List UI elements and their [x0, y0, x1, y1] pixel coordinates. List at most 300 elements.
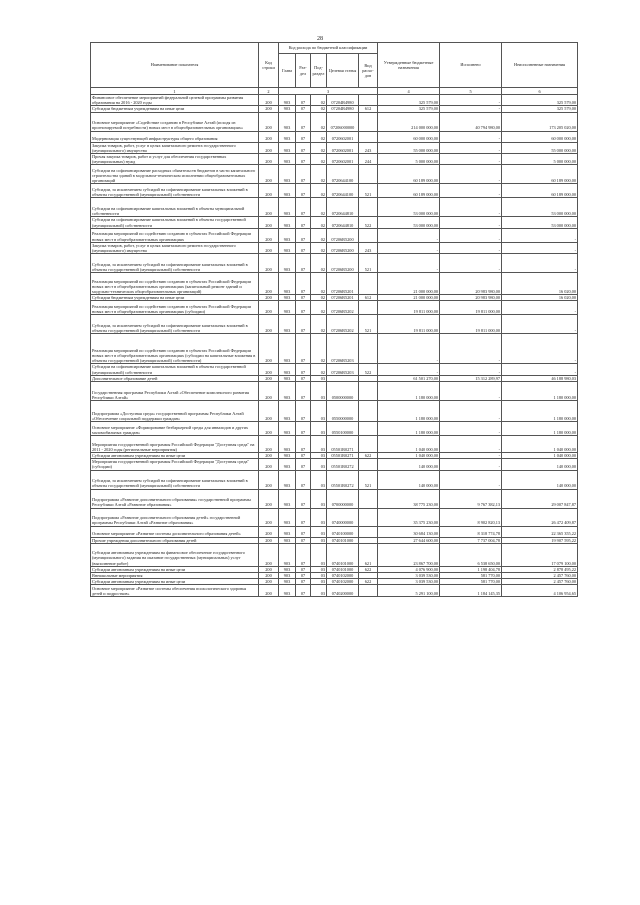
cell-vid: 622 — [359, 579, 378, 585]
cell-code: 200 — [259, 142, 279, 153]
cell-unexecuted: 325 579,00 — [502, 106, 578, 112]
cell-podrazdel: 02 — [311, 254, 327, 273]
cell-vid — [359, 526, 378, 537]
cell-razdel: 07 — [296, 142, 311, 153]
cell-name: Субсидии бюджетным учреждениям на иные цели — [91, 106, 259, 112]
cell-name: Субсидии, за исключением субсидий на софинансирование капитальных вложений в объекты государственной (муниципальной) собственности — [91, 254, 259, 273]
cell-cel: 0740200000 — [327, 585, 359, 597]
cell-name: Субсидии автономным учреждениям на иные цели — [91, 566, 259, 572]
cell-razdel: 07 — [296, 375, 311, 381]
cell-vid — [359, 585, 378, 597]
cell-code: 200 — [259, 95, 279, 106]
cell-glava: 903 — [279, 295, 296, 301]
cell-approved: 19 811 000,00 — [378, 315, 440, 334]
cell-executed: 8 902 820,13 — [440, 508, 502, 526]
cell-glava: 903 — [279, 364, 296, 375]
table-row — [91, 242, 578, 253]
cell-name: Субсидии на софинансирование расходных обязательств бюджетов в части капитального строительства зданий в модульном-техническом исполнении общеобразовательных организаций — [91, 165, 259, 184]
cell-code: 200 — [259, 453, 279, 459]
cell-executed: 20 983 980,00 — [440, 295, 502, 301]
cell-approved: 4 076 900,00 — [378, 566, 440, 572]
cell-unexecuted: - — [502, 364, 578, 375]
cell-razdel: 07 — [296, 301, 311, 315]
cell-executed: - — [440, 106, 502, 112]
cell-executed: 6 538 650,00 — [440, 543, 502, 566]
cell-executed: - — [440, 228, 502, 242]
cell-razdel: 07 — [296, 401, 311, 422]
cell-approved: 60 189 000,00 — [378, 165, 440, 184]
cell-executed: 1 198 404,78 — [440, 566, 502, 572]
cell-approved: 325 579,00 — [378, 95, 440, 106]
cell-executed: - — [440, 254, 502, 273]
cell-unexecuted: 4 106 954,65 — [502, 585, 578, 597]
cell-name: Субсидии, за исключением субсидий на софинансирование капитальных вложений в объекты государственной (муниципальной) собственности — [91, 470, 259, 489]
cell-podrazdel: 02 — [311, 165, 327, 184]
cell-glava: 903 — [279, 315, 296, 334]
cell-cel: 0500000000 — [327, 382, 359, 401]
column-index-row — [91, 88, 578, 95]
cell-code: 200 — [259, 375, 279, 381]
cell-razdel: 07 — [296, 508, 311, 526]
table-row — [91, 382, 578, 401]
cell-cel: 0720644100 — [327, 184, 359, 198]
cell-cel: 07206R5201 — [327, 273, 359, 295]
table-row — [91, 364, 578, 375]
table-row — [91, 401, 578, 422]
cell-name: Дополнительное образование детей — [91, 375, 259, 381]
cell-glava: 903 — [279, 273, 296, 295]
cell-approved: 38 775 230,00 — [378, 489, 440, 508]
cell-code: 200 — [259, 585, 279, 597]
table-row — [91, 470, 578, 489]
cell-name: Реализация мероприятий по содействию созданию в субъектах Российской Федерации новых мест в общеобразовательных организациях (субсидии) — [91, 301, 259, 315]
cell-vid: 612 — [359, 106, 378, 112]
cell-cel: 0720602001 — [327, 131, 359, 142]
cell-razdel: 07 — [296, 217, 311, 228]
cell-glava: 903 — [279, 301, 296, 315]
cell-glava: 903 — [279, 184, 296, 198]
header-vid: Вид расхо-дов — [359, 54, 378, 88]
cell-executed: 7 737 004,78 — [440, 537, 502, 543]
cell-code: 200 — [259, 165, 279, 184]
cell-cel: 0720644100 — [327, 165, 359, 184]
cell-cel: 0700000000 — [327, 489, 359, 508]
cell-glava: 903 — [279, 131, 296, 142]
cell-unexecuted: 16 020,00 — [502, 295, 578, 301]
cell-podrazdel: 02 — [311, 364, 327, 375]
cell-vid: 521 — [359, 470, 378, 489]
cell-executed: - — [440, 401, 502, 422]
cell-cel: 07206R5200 — [327, 254, 359, 273]
cell-cel: 0720644810 — [327, 198, 359, 217]
cell-glava: 903 — [279, 401, 296, 422]
cell-glava: 903 — [279, 198, 296, 217]
cell-executed: 40 794 980,00 — [440, 112, 502, 131]
cell-razdel: 07 — [296, 334, 311, 364]
cell-podrazdel: 02 — [311, 242, 327, 253]
cell-name: Субсидии автономным учреждениям на иные цели — [91, 453, 259, 459]
cell-code: 200 — [259, 436, 279, 453]
cell-podrazdel: 03 — [311, 508, 327, 526]
cell-cel: 07206R5201 — [327, 295, 359, 301]
cell-vid — [359, 489, 378, 508]
table-row — [91, 165, 578, 184]
cell-cel: 05501R0272 — [327, 459, 359, 470]
cell-unexecuted: 1 040 000,00 — [502, 453, 578, 459]
table-row — [91, 489, 578, 508]
cell-vid — [359, 508, 378, 526]
cell-approved: 27 644 600,00 — [378, 537, 440, 543]
index-cell: 6 — [502, 88, 578, 95]
cell-approved: 55 000 000,00 — [378, 142, 440, 153]
cell-podrazdel: 03 — [311, 579, 327, 585]
cell-vid — [359, 401, 378, 422]
cell-podrazdel: 03 — [311, 489, 327, 508]
cell-cel: 0740101000 — [327, 537, 359, 543]
table-row — [91, 228, 578, 242]
cell-cel: 05501R0271 — [327, 453, 359, 459]
table-row — [91, 184, 578, 198]
cell-vid: 243 — [359, 142, 378, 153]
header-glava: Глава — [279, 54, 296, 88]
cell-code: 200 — [259, 242, 279, 253]
cell-podrazdel: 03 — [311, 573, 327, 579]
table-row — [91, 142, 578, 153]
cell-unexecuted: 46 188 980,03 — [502, 375, 578, 381]
cell-razdel: 07 — [296, 566, 311, 572]
cell-approved: 325 579,00 — [378, 106, 440, 112]
cell-code: 200 — [259, 573, 279, 579]
cell-code: 200 — [259, 334, 279, 364]
cell-approved: 140 000,00 — [378, 470, 440, 489]
cell-code: 200 — [259, 254, 279, 273]
cell-razdel: 07 — [296, 579, 311, 585]
cell-unexecuted: 26 472 409,87 — [502, 508, 578, 526]
table-row — [91, 315, 578, 334]
index-cell: 4 — [378, 88, 440, 95]
cell-unexecuted: 60 189 000,00 — [502, 165, 578, 184]
cell-executed: 1 184 145,35 — [440, 585, 502, 597]
cell-glava: 903 — [279, 334, 296, 364]
cell-unexecuted: 140 000,00 — [502, 459, 578, 470]
cell-razdel: 07 — [296, 242, 311, 253]
cell-executed: - — [440, 184, 502, 198]
cell-glava: 903 — [279, 106, 296, 112]
cell-approved: 214 000 000,00 — [378, 112, 440, 131]
table-row — [91, 95, 578, 106]
cell-vid: 521 — [359, 315, 378, 334]
cell-vid — [359, 301, 378, 315]
cell-podrazdel: 03 — [311, 537, 327, 543]
cell-code: 200 — [259, 401, 279, 422]
header-podrazdel: Под-раздел — [311, 54, 327, 88]
cell-unexecuted: 173 205 020,00 — [502, 112, 578, 131]
cell-podrazdel: 03 — [311, 543, 327, 566]
cell-unexecuted: 60 189 000,00 — [502, 184, 578, 198]
cell-glava: 903 — [279, 95, 296, 106]
cell-executed: 19 811 000,00 — [440, 315, 502, 334]
cell-code: 200 — [259, 184, 279, 198]
cell-glava: 903 — [279, 165, 296, 184]
table-row — [91, 198, 578, 217]
table-row — [91, 217, 578, 228]
cell-code: 200 — [259, 106, 279, 112]
cell-approved: 35 375 230,00 — [378, 508, 440, 526]
cell-vid: 244 — [359, 154, 378, 165]
cell-glava: 903 — [279, 585, 296, 597]
cell-executed: - — [440, 217, 502, 228]
header-executed: Исполнено — [440, 43, 502, 88]
cell-name: Подпрограмма «Доступная среда» государственной программы Республики Алтай «Обеспечение социальной поддержки граждан» — [91, 401, 259, 422]
table-row — [91, 459, 578, 470]
cell-razdel: 07 — [296, 228, 311, 242]
table-row — [91, 112, 578, 131]
cell-podrazdel: 02 — [311, 315, 327, 334]
cell-name: Субсидии, за исключением субсидий на софинансирование капитальных вложений в объекты государственной (муниципальной) собственности — [91, 184, 259, 198]
cell-cel: 07206R5200 — [327, 242, 359, 253]
cell-podrazdel: 03 — [311, 382, 327, 401]
cell-cel: 0740101000 — [327, 543, 359, 566]
cell-executed: - — [440, 131, 502, 142]
cell-podrazdel: 02 — [311, 217, 327, 228]
cell-glava: 903 — [279, 154, 296, 165]
cell-code: 200 — [259, 131, 279, 142]
cell-name: Субсидии на софинансирование капитальных вложений в объекты государственной (муниципальной) собственности — [91, 217, 259, 228]
cell-approved: - — [378, 242, 440, 253]
cell-vid — [359, 273, 378, 295]
cell-unexecuted: - — [502, 254, 578, 273]
header-cel: Целевая статья — [327, 54, 359, 88]
cell-approved: 1 180 000,00 — [378, 382, 440, 401]
cell-razdel: 07 — [296, 154, 311, 165]
cell-code: 200 — [259, 228, 279, 242]
cell-approved: 1 040 000,00 — [378, 436, 440, 453]
cell-glava: 903 — [279, 142, 296, 153]
cell-name: Основное мероприятие «Развитие системы дополнительного образования детей» — [91, 526, 259, 537]
cell-executed: - — [440, 165, 502, 184]
cell-podrazdel: 03 — [311, 401, 327, 422]
cell-glava: 903 — [279, 508, 296, 526]
cell-unexecuted: 5 000 000,00 — [502, 154, 578, 165]
cell-approved: 53 000 000,00 — [378, 217, 440, 228]
cell-unexecuted: 19 907 595,22 — [502, 537, 578, 543]
cell-approved: 5 291 100,00 — [378, 585, 440, 597]
cell-glava: 903 — [279, 489, 296, 508]
cell-executed: 15 312 289,97 — [440, 375, 502, 381]
cell-approved: 61 501 270,00 — [378, 375, 440, 381]
cell-executed: - — [440, 436, 502, 453]
cell-vid — [359, 198, 378, 217]
cell-cel: 0740101000 — [327, 566, 359, 572]
budget-execution-table — [90, 42, 578, 597]
cell-executed: - — [440, 242, 502, 253]
cell-name: Основное мероприятие «Содействие созданию в Республике Алтай (исходя из прогнозируемой потребности) новых мест в общеобразовательных организациях» — [91, 112, 259, 131]
cell-approved: 60 000 000,00 — [378, 131, 440, 142]
cell-name: Закупка товаров, работ, услуг в целях капитального ремонта государственного (муниципального) имущества — [91, 242, 259, 253]
cell-vid — [359, 95, 378, 106]
cell-executed: 581 770,00 — [440, 579, 502, 585]
cell-executed: - — [440, 382, 502, 401]
cell-executed: - — [440, 154, 502, 165]
cell-executed: - — [440, 142, 502, 153]
cell-podrazdel: 02 — [311, 95, 327, 106]
cell-approved: 5 000 000,00 — [378, 154, 440, 165]
header-unexecuted: Неисполненные назначения — [502, 43, 578, 88]
cell-approved: 30 684 130,00 — [378, 526, 440, 537]
cell-cel: 07206R5203 — [327, 364, 359, 375]
table-row — [91, 254, 578, 273]
cell-cel: 07206000000 — [327, 112, 359, 131]
cell-razdel: 07 — [296, 573, 311, 579]
cell-vid — [359, 165, 378, 184]
cell-code: 200 — [259, 470, 279, 489]
cell-executed: 20 983 980,00 — [440, 273, 502, 295]
cell-name: Основное мероприятие «Развитие системы обеспечения психологического здоровья детей и подростков» — [91, 585, 259, 597]
cell-razdel: 07 — [296, 315, 311, 334]
table-row — [91, 585, 578, 597]
cell-glava: 903 — [279, 217, 296, 228]
cell-approved: 23 867 700,00 — [378, 543, 440, 566]
cell-unexecuted: 1 040 000,00 — [502, 436, 578, 453]
cell-vid: 622 — [359, 453, 378, 459]
cell-name: Закупка товаров, работ, услуг в целях капитального ремонта государственного (муниципального) имущества — [91, 142, 259, 153]
cell-vid — [359, 422, 378, 436]
cell-podrazdel: 03 — [311, 436, 327, 453]
header-razdel: Раз-дел — [296, 54, 311, 88]
cell-razdel: 07 — [296, 106, 311, 112]
cell-cel: 0740100000 — [327, 526, 359, 537]
cell-name: Мероприятия государственной программы Российской Федерации "Доступная среда" (субсидии) — [91, 459, 259, 470]
cell-unexecuted: 53 000 000,00 — [502, 217, 578, 228]
page-number: 28 — [317, 36, 323, 42]
header-name: Наименование показателя — [91, 43, 259, 88]
cell-razdel: 07 — [296, 382, 311, 401]
cell-code: 200 — [259, 508, 279, 526]
cell-vid — [359, 131, 378, 142]
cell-code: 200 — [259, 537, 279, 543]
index-cell: 2 — [259, 88, 279, 95]
cell-glava: 903 — [279, 470, 296, 489]
table-row — [91, 508, 578, 526]
cell-razdel: 07 — [296, 543, 311, 566]
cell-podrazdel: 02 — [311, 295, 327, 301]
cell-vid — [359, 334, 378, 364]
cell-name: Реализация мероприятий по содействию созданию в субъектах Российской Федерации новых мест в общеобразовательных организациях (капитальный ремонт зданий и модульно-технических общеобразовательных организаций) — [91, 273, 259, 295]
cell-podrazdel: 02 — [311, 112, 327, 131]
cell-vid: 622 — [359, 566, 378, 572]
cell-podrazdel: 02 — [311, 301, 327, 315]
cell-approved: 60 189 000,00 — [378, 184, 440, 198]
cell-podrazdel: 02 — [311, 334, 327, 364]
cell-code: 200 — [259, 273, 279, 295]
cell-vid: 243 — [359, 242, 378, 253]
cell-podrazdel: 03 — [311, 422, 327, 436]
index-cell: 1 — [91, 88, 259, 95]
cell-razdel: 07 — [296, 184, 311, 198]
cell-podrazdel: 02 — [311, 106, 327, 112]
cell-podrazdel: 03 — [311, 526, 327, 537]
cell-unexecuted: 1 180 000,00 — [502, 401, 578, 422]
cell-vid: 621 — [359, 543, 378, 566]
cell-podrazdel: 03 — [311, 453, 327, 459]
table-row — [91, 422, 578, 436]
cell-executed: 9 767 382,13 — [440, 489, 502, 508]
cell-cel: 0720602001 — [327, 142, 359, 153]
cell-unexecuted: 29 007 847,87 — [502, 489, 578, 508]
table-body — [91, 95, 578, 597]
cell-code: 200 — [259, 526, 279, 537]
cell-executed: - — [440, 453, 502, 459]
cell-glava: 903 — [279, 526, 296, 537]
cell-razdel: 07 — [296, 470, 311, 489]
cell-unexecuted: 16 020,00 — [502, 273, 578, 295]
cell-vid — [359, 436, 378, 453]
cell-podrazdel: 02 — [311, 198, 327, 217]
cell-razdel: 07 — [296, 436, 311, 453]
cell-cel: 07206R5202 — [327, 315, 359, 334]
table-row — [91, 154, 578, 165]
cell-unexecuted: 2 457 760,00 — [502, 573, 578, 579]
cell-name: Подпрограмма «Развитие дополнительного образования» государственной программы Республики Алтай «Развитие образования» — [91, 489, 259, 508]
cell-name: Прочая закупка товаров, работ и услуг для обеспечения государственных (муниципальных) нужд — [91, 154, 259, 165]
cell-unexecuted: 22 365 355,22 — [502, 526, 578, 537]
cell-executed: 8 318 774,78 — [440, 526, 502, 537]
cell-glava: 903 — [279, 254, 296, 273]
cell-name: Государственная программа Республики Алтай «Обеспечение комплексного развития Республики Алтай» — [91, 382, 259, 401]
header-group: Код расхода по бюджетной классификации — [279, 43, 378, 54]
cell-vid — [359, 228, 378, 242]
cell-cel: 07206R5202 — [327, 301, 359, 315]
table-row — [91, 131, 578, 142]
cell-executed: - — [440, 470, 502, 489]
cell-name: Реализация мероприятий по содействию созданию в субъектах Российской Федерации новых мест в общеобразовательных организациях (субсидии на капитальные вложения в объекты государственной (муниципальной) собственности) — [91, 334, 259, 364]
cell-code: 200 — [259, 489, 279, 508]
cell-unexecuted: 2 457 760,00 — [502, 579, 578, 585]
cell-razdel: 07 — [296, 131, 311, 142]
cell-code: 200 — [259, 154, 279, 165]
cell-executed: - — [440, 334, 502, 364]
cell-cel: 07204R4980 — [327, 106, 359, 112]
cell-code: 200 — [259, 422, 279, 436]
cell-approved: 1 180 000,00 — [378, 422, 440, 436]
table-row — [91, 543, 578, 566]
cell-name: Подпрограмма «Развитие дополнительного образования детей» государственной программы Республики Алтай «Развитие образования» — [91, 508, 259, 526]
cell-code: 200 — [259, 566, 279, 572]
cell-podrazdel: 02 — [311, 131, 327, 142]
cell-glava: 903 — [279, 436, 296, 453]
cell-unexecuted: 2 878 495,22 — [502, 566, 578, 572]
cell-glava: 903 — [279, 422, 296, 436]
cell-code: 200 — [259, 459, 279, 470]
cell-cel: 0720644810 — [327, 217, 359, 228]
table-row — [91, 436, 578, 453]
cell-razdel: 07 — [296, 254, 311, 273]
table-row — [91, 334, 578, 364]
table-header — [91, 43, 578, 95]
cell-approved: - — [378, 254, 440, 273]
cell-unexecuted: - — [502, 242, 578, 253]
cell-podrazdel: 02 — [311, 228, 327, 242]
cell-unexecuted: 1 180 000,00 — [502, 422, 578, 436]
cell-executed: 581 770,00 — [440, 573, 502, 579]
cell-vid: 522 — [359, 217, 378, 228]
header-code: Код строки — [259, 43, 279, 88]
cell-executed: - — [440, 459, 502, 470]
cell-code: 200 — [259, 382, 279, 401]
cell-code: 200 — [259, 295, 279, 301]
cell-name: Реализация мероприятий по содействию созданию в субъектах Российской Федерации новых мест в общеобразовательных организациях — [91, 228, 259, 242]
cell-name: Субсидии бюджетным учреждениям на иные цели — [91, 295, 259, 301]
